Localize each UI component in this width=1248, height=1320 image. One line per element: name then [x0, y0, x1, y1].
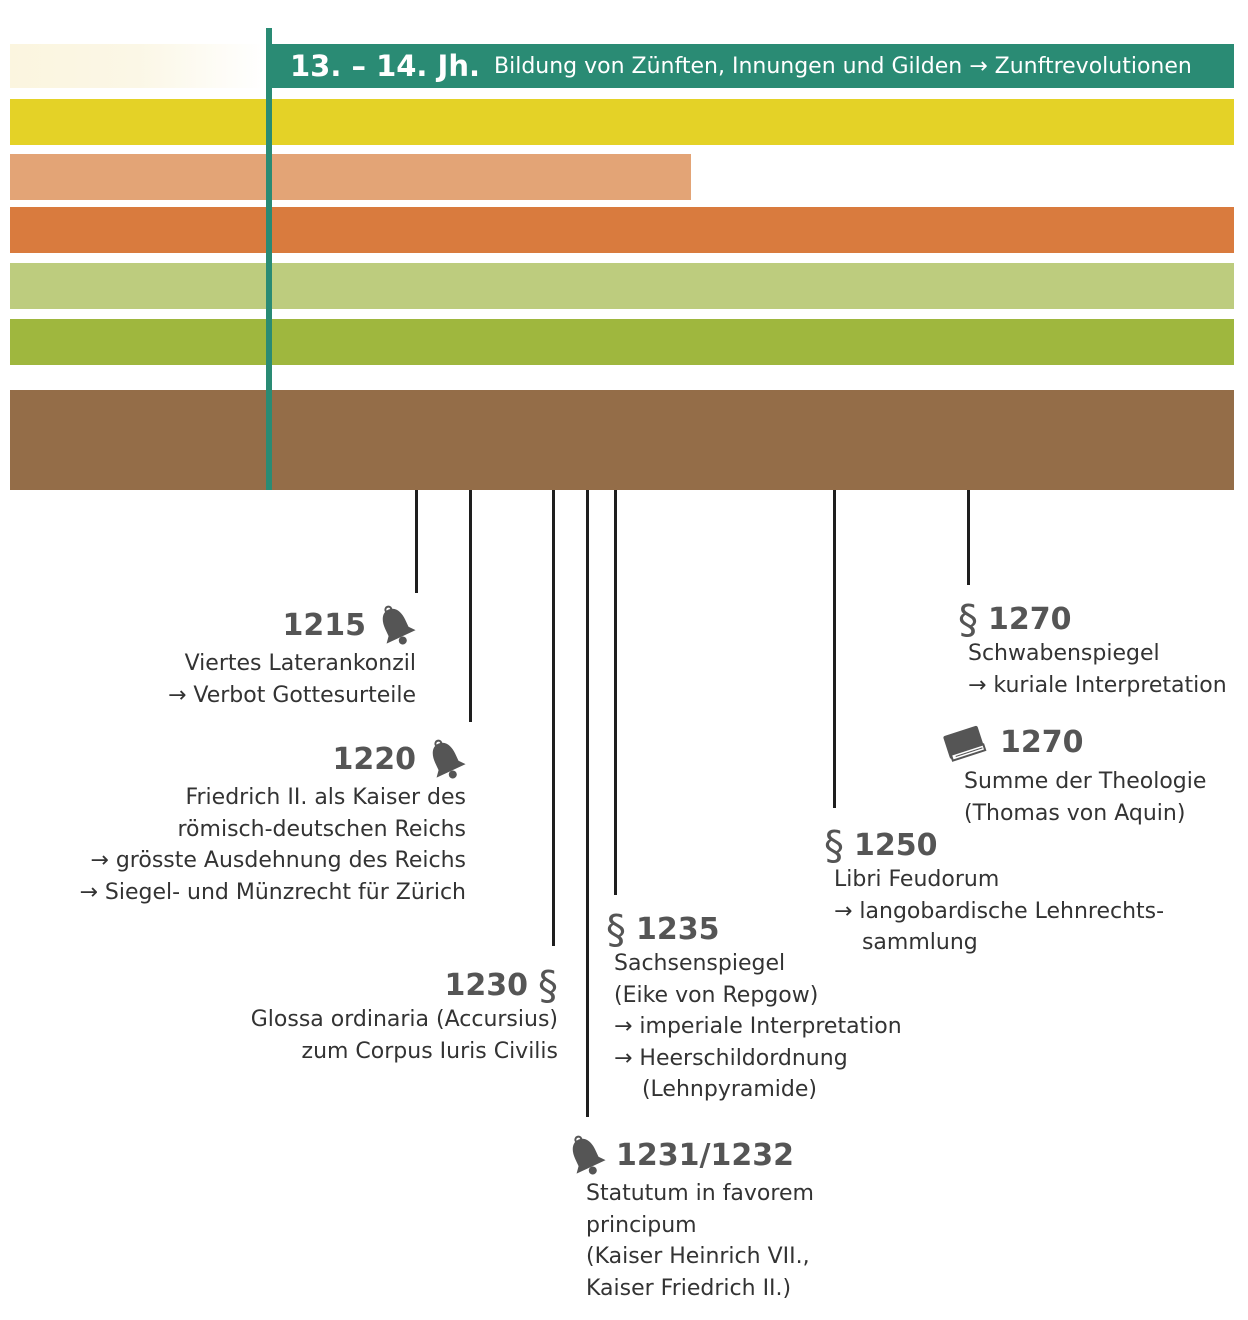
paragraph-icon: §: [958, 597, 978, 643]
tick-1235: [614, 490, 617, 895]
event-text: Friedrich II. als Kaiser des römisch-deutschen Reichs → grösste Ausdehnung des Reichs → Siegel- und Münzrecht für Zürich: [79, 785, 466, 905]
event-text: Glossa ordinaria (Accursius) zum Corpus Iuris Civilis: [250, 1007, 558, 1064]
band-green: [10, 319, 1234, 365]
band-peach: [10, 154, 691, 200]
bell-icon: [376, 604, 416, 648]
event-year: 1270: [988, 602, 1072, 637]
event-year: 1220: [332, 742, 416, 777]
event-1250: [824, 823, 1165, 959]
tick-1230: [552, 490, 555, 946]
tick-1220: [469, 490, 472, 722]
header-band: [272, 44, 1234, 88]
band-orange: [10, 207, 1234, 253]
bell-icon: [426, 738, 466, 782]
event-1230: [250, 963, 558, 1067]
header-text: Bildung von Zünften, Innungen und Gilden → Zunftrevolutionen: [494, 53, 1192, 79]
band-yellow: [10, 99, 1234, 145]
event-year: 1270: [1000, 725, 1084, 760]
event-year: 1235: [636, 912, 720, 947]
band-brown: [10, 390, 1234, 490]
faded-band-start: [10, 44, 265, 88]
tick-1270: [967, 490, 970, 585]
event-text: Summe der Theologie (Thomas von Aquin): [964, 769, 1207, 826]
paragraph-icon: §: [824, 823, 844, 869]
event-text: Schwabenspiegel → kuriale Interpretation: [968, 641, 1227, 698]
paragraph-icon: §: [606, 907, 626, 953]
event-1215: [168, 604, 416, 711]
event-year: 1231/1232: [616, 1138, 794, 1173]
paragraph-icon: §: [538, 963, 558, 1009]
book-icon: [940, 720, 990, 766]
era-marker-line: [266, 28, 272, 490]
tick-1250: [833, 490, 836, 808]
event-year: 1250: [854, 828, 938, 863]
header-era: 13. – 14. Jh.: [290, 49, 480, 83]
event-text: Statutum in favorem principum (Kaiser Heinrich VII., Kaiser Friedrich II.): [586, 1181, 814, 1301]
event-1220: [79, 738, 466, 908]
band-light-green: [10, 263, 1234, 309]
event-year: 1215: [282, 608, 366, 643]
bell-icon: [566, 1134, 606, 1178]
event-1231-1232: [566, 1134, 814, 1304]
event-year: 1230: [444, 968, 528, 1003]
event-text: Libri Feudorum → langobardische Lehnrechts- sammlung: [834, 867, 1165, 955]
event-text: Viertes Laterankonzil → Verbot Gottesurteile: [167, 651, 416, 708]
tick-1231: [586, 490, 589, 1117]
event-text: Sachsenspiegel (Eike von Repgow) → imperiale Interpretation → Heerschildordnung (Lehnpyramide): [614, 951, 902, 1102]
tick-1215: [415, 490, 418, 593]
event-1270-theologie: [940, 720, 1206, 829]
event-1270-schwabenspiegel: [958, 597, 1227, 701]
